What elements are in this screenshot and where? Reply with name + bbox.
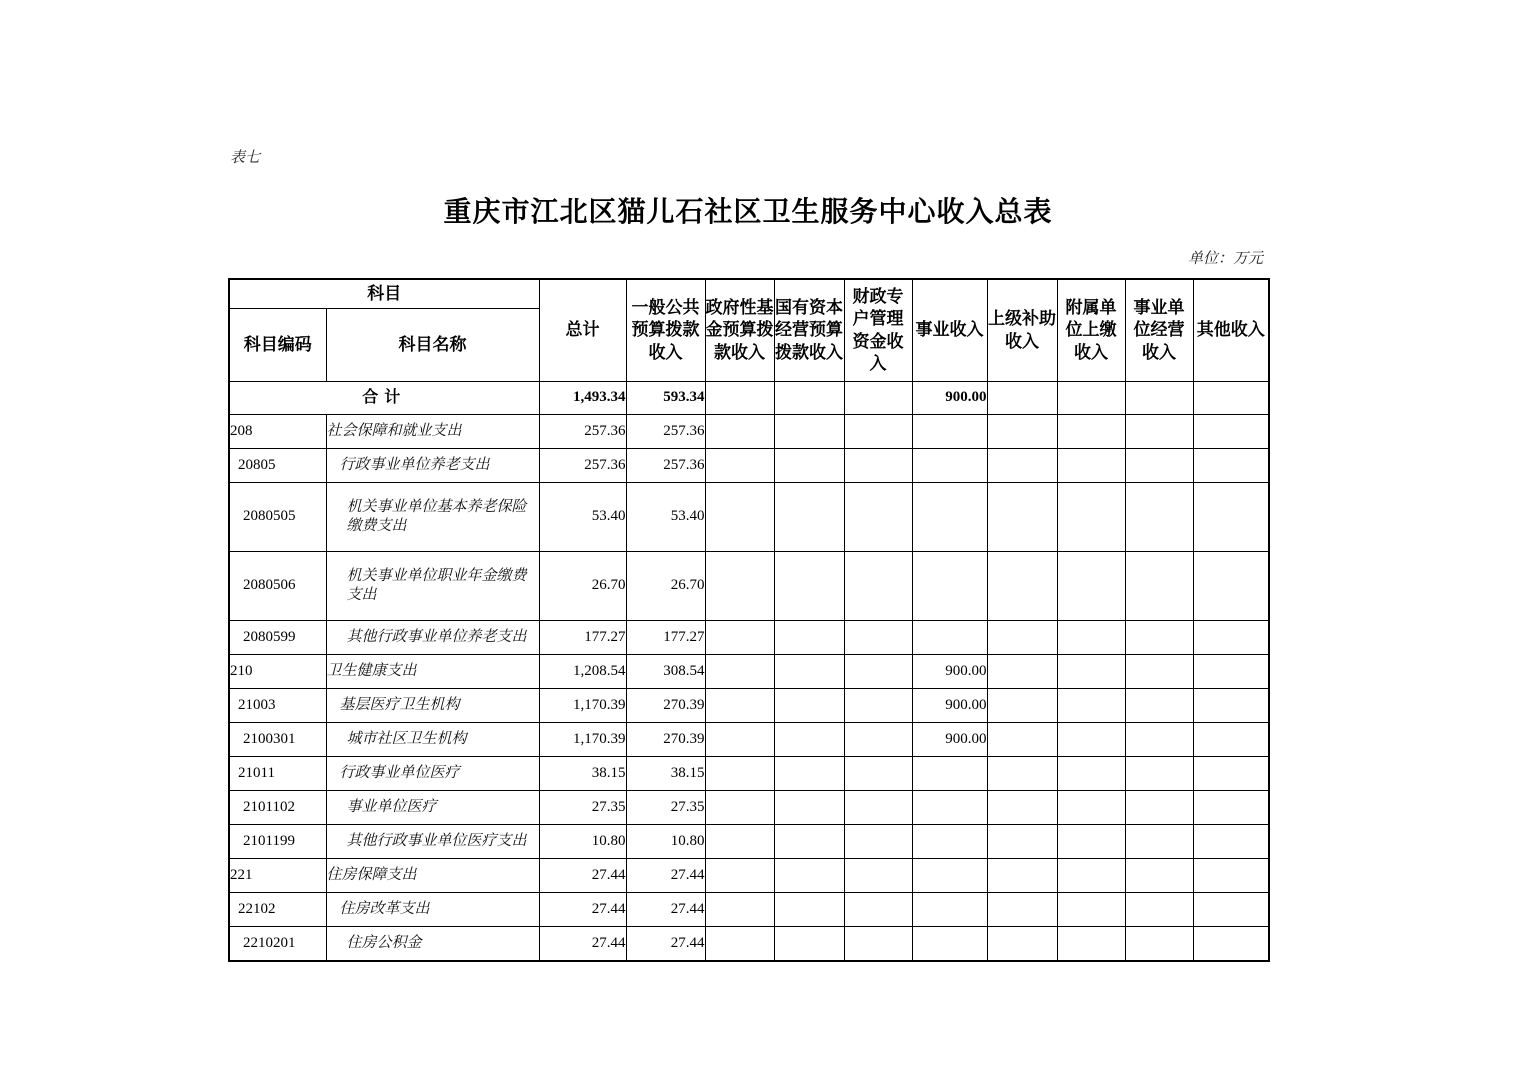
value-cell bbox=[705, 859, 774, 893]
subject-name-cell: 其他行政事业单位医疗支出 bbox=[326, 825, 539, 859]
subject-name-cell: 行政事业单位医疗 bbox=[326, 757, 539, 791]
value-cell bbox=[844, 449, 912, 483]
value-cell bbox=[1057, 927, 1125, 961]
value-cell bbox=[1193, 621, 1269, 655]
value-cell bbox=[844, 415, 912, 449]
value-cell: 27.44 bbox=[539, 859, 626, 893]
value-cell: 257.36 bbox=[539, 449, 626, 483]
value-cell bbox=[774, 927, 844, 961]
value-cell: 177.27 bbox=[626, 621, 705, 655]
subject-code-cell: 2210201 bbox=[229, 927, 326, 961]
value-cell bbox=[987, 893, 1057, 927]
header-gov-fund-budget: 政府性基金预算拨款收入 bbox=[705, 279, 774, 382]
value-cell bbox=[774, 655, 844, 689]
value-cell: 53.40 bbox=[626, 483, 705, 552]
value-cell: 27.44 bbox=[626, 927, 705, 961]
value-cell bbox=[844, 893, 912, 927]
value-cell: 53.40 bbox=[539, 483, 626, 552]
value-cell bbox=[1057, 552, 1125, 621]
subject-name-cell: 住房改革支出 bbox=[326, 893, 539, 927]
value-cell bbox=[912, 859, 987, 893]
total-row-label: 合计 bbox=[229, 382, 539, 415]
value-cell bbox=[987, 382, 1057, 415]
subject-code-cell: 2080505 bbox=[229, 483, 326, 552]
value-cell bbox=[774, 757, 844, 791]
value-cell bbox=[705, 449, 774, 483]
header-fiscal-special-account: 财政专户管理资金收入 bbox=[844, 279, 912, 382]
header-row-1 bbox=[229, 279, 1269, 309]
value-cell bbox=[912, 893, 987, 927]
value-cell bbox=[774, 893, 844, 927]
value-cell bbox=[987, 483, 1057, 552]
value-cell bbox=[705, 552, 774, 621]
header-subject-code: 科目编码 bbox=[229, 309, 326, 382]
value-cell bbox=[705, 757, 774, 791]
value-cell bbox=[1193, 415, 1269, 449]
value-cell bbox=[1057, 415, 1125, 449]
value-cell: 1,208.54 bbox=[539, 655, 626, 689]
value-cell: 38.15 bbox=[539, 757, 626, 791]
value-cell: 27.44 bbox=[539, 927, 626, 961]
value-cell bbox=[912, 483, 987, 552]
header-general-public-budget: 一般公共预算拨款收入 bbox=[626, 279, 705, 382]
value-cell bbox=[1125, 859, 1193, 893]
value-cell bbox=[912, 825, 987, 859]
sheet-number-label: 表七 bbox=[230, 150, 261, 166]
value-cell bbox=[1193, 757, 1269, 791]
subject-name-cell: 其他行政事业单位养老支出 bbox=[326, 621, 539, 655]
subject-name-cell: 住房保障支出 bbox=[326, 859, 539, 893]
value-cell bbox=[774, 621, 844, 655]
value-cell bbox=[705, 483, 774, 552]
subject-code-cell: 208 bbox=[229, 415, 326, 449]
value-cell bbox=[1193, 552, 1269, 621]
value-cell bbox=[774, 689, 844, 723]
value-cell: 257.36 bbox=[626, 449, 705, 483]
table-row bbox=[229, 689, 1269, 723]
header-business-income: 事业收入 bbox=[912, 279, 987, 382]
value-cell bbox=[1057, 382, 1125, 415]
value-cell bbox=[1193, 689, 1269, 723]
value-cell bbox=[1193, 483, 1269, 552]
table-row bbox=[229, 927, 1269, 961]
value-cell bbox=[705, 382, 774, 415]
value-cell: 270.39 bbox=[626, 689, 705, 723]
value-cell bbox=[987, 449, 1057, 483]
subject-code-cell: 20805 bbox=[229, 449, 326, 483]
table-row bbox=[229, 552, 1269, 621]
subject-name-cell: 事业单位医疗 bbox=[326, 791, 539, 825]
subject-code-cell: 21011 bbox=[229, 757, 326, 791]
subject-name-cell: 机关事业单位基本养老保险缴费支出 bbox=[326, 483, 539, 552]
table-row bbox=[229, 723, 1269, 757]
value-cell bbox=[1193, 791, 1269, 825]
value-cell bbox=[987, 791, 1057, 825]
value-cell: 26.70 bbox=[539, 552, 626, 621]
table-row bbox=[229, 415, 1269, 449]
value-cell bbox=[987, 415, 1057, 449]
total-row bbox=[229, 382, 1269, 415]
value-cell bbox=[705, 621, 774, 655]
value-cell bbox=[774, 552, 844, 621]
header-business-operating: 事业单位经营收入 bbox=[1125, 279, 1193, 382]
table-row bbox=[229, 825, 1269, 859]
value-cell bbox=[987, 689, 1057, 723]
value-cell bbox=[1193, 893, 1269, 927]
value-cell bbox=[705, 893, 774, 927]
income-summary-table bbox=[228, 278, 1270, 962]
value-cell bbox=[774, 483, 844, 552]
value-cell bbox=[844, 859, 912, 893]
value-cell bbox=[987, 621, 1057, 655]
value-cell bbox=[912, 791, 987, 825]
value-cell bbox=[1125, 621, 1193, 655]
subject-code-cell: 2101102 bbox=[229, 791, 326, 825]
value-cell bbox=[1125, 723, 1193, 757]
subject-code-cell: 2101199 bbox=[229, 825, 326, 859]
value-cell bbox=[1125, 655, 1193, 689]
header-other-income: 其他收入 bbox=[1193, 279, 1269, 382]
value-cell bbox=[774, 382, 844, 415]
table-row bbox=[229, 483, 1269, 552]
value-cell bbox=[1057, 723, 1125, 757]
value-cell bbox=[987, 859, 1057, 893]
value-cell bbox=[705, 655, 774, 689]
value-cell bbox=[1125, 689, 1193, 723]
header-subject: 科目 bbox=[229, 279, 539, 309]
value-cell bbox=[1125, 552, 1193, 621]
header-total: 总计 bbox=[539, 279, 626, 382]
value-cell bbox=[1125, 449, 1193, 483]
value-cell bbox=[774, 791, 844, 825]
value-cell bbox=[1057, 621, 1125, 655]
header-subject-name: 科目名称 bbox=[326, 309, 539, 382]
value-cell bbox=[844, 689, 912, 723]
subject-name-cell: 社会保障和就业支出 bbox=[326, 415, 539, 449]
value-cell bbox=[1193, 825, 1269, 859]
value-cell bbox=[987, 757, 1057, 791]
value-cell bbox=[912, 621, 987, 655]
table-body bbox=[229, 382, 1269, 961]
value-cell: 593.34 bbox=[626, 382, 705, 415]
value-cell bbox=[1125, 893, 1193, 927]
value-cell: 27.44 bbox=[626, 859, 705, 893]
subject-name-cell: 卫生健康支出 bbox=[326, 655, 539, 689]
subject-name-cell: 机关事业单位职业年金缴费支出 bbox=[326, 552, 539, 621]
value-cell: 270.39 bbox=[626, 723, 705, 757]
value-cell: 257.36 bbox=[626, 415, 705, 449]
value-cell bbox=[705, 927, 774, 961]
value-cell bbox=[1057, 655, 1125, 689]
value-cell bbox=[912, 552, 987, 621]
value-cell bbox=[987, 723, 1057, 757]
value-cell bbox=[774, 449, 844, 483]
value-cell bbox=[1125, 927, 1193, 961]
value-cell: 10.80 bbox=[539, 825, 626, 859]
value-cell bbox=[1125, 757, 1193, 791]
subject-code-cell: 2080506 bbox=[229, 552, 326, 621]
value-cell bbox=[1193, 655, 1269, 689]
value-cell: 900.00 bbox=[912, 723, 987, 757]
subject-name-cell: 城市社区卫生机构 bbox=[326, 723, 539, 757]
table-row bbox=[229, 757, 1269, 791]
value-cell bbox=[1125, 382, 1193, 415]
subject-code-cell: 2080599 bbox=[229, 621, 326, 655]
table-row bbox=[229, 655, 1269, 689]
value-cell bbox=[1125, 825, 1193, 859]
value-cell: 177.27 bbox=[539, 621, 626, 655]
value-cell bbox=[844, 723, 912, 757]
value-cell bbox=[912, 927, 987, 961]
value-cell bbox=[844, 825, 912, 859]
table-row bbox=[229, 791, 1269, 825]
subject-code-cell: 21003 bbox=[229, 689, 326, 723]
value-cell: 308.54 bbox=[626, 655, 705, 689]
value-cell bbox=[774, 723, 844, 757]
table-row bbox=[229, 893, 1269, 927]
table-row bbox=[229, 621, 1269, 655]
value-cell: 10.80 bbox=[626, 825, 705, 859]
value-cell bbox=[912, 449, 987, 483]
value-cell bbox=[987, 655, 1057, 689]
value-cell bbox=[844, 757, 912, 791]
value-cell: 38.15 bbox=[626, 757, 705, 791]
subject-name-cell: 住房公积金 bbox=[326, 927, 539, 961]
subject-code-cell: 22102 bbox=[229, 893, 326, 927]
subject-code-cell: 2100301 bbox=[229, 723, 326, 757]
value-cell bbox=[1193, 723, 1269, 757]
value-cell bbox=[987, 825, 1057, 859]
value-cell bbox=[844, 621, 912, 655]
value-cell bbox=[705, 415, 774, 449]
table-row bbox=[229, 859, 1269, 893]
value-cell bbox=[1057, 757, 1125, 791]
value-cell bbox=[705, 825, 774, 859]
value-cell: 27.35 bbox=[626, 791, 705, 825]
value-cell: 900.00 bbox=[912, 655, 987, 689]
value-cell bbox=[844, 655, 912, 689]
value-cell: 27.44 bbox=[626, 893, 705, 927]
value-cell bbox=[844, 552, 912, 621]
value-cell bbox=[705, 791, 774, 825]
value-cell bbox=[1193, 449, 1269, 483]
value-cell: 900.00 bbox=[912, 382, 987, 415]
header-state-capital-budget: 国有资本经营预算拨款收入 bbox=[774, 279, 844, 382]
value-cell: 257.36 bbox=[539, 415, 626, 449]
value-cell bbox=[1057, 791, 1125, 825]
value-cell bbox=[844, 927, 912, 961]
header-superior-subsidy: 上级补助收入 bbox=[987, 279, 1057, 382]
value-cell bbox=[844, 791, 912, 825]
value-cell bbox=[1057, 859, 1125, 893]
value-cell bbox=[1057, 893, 1125, 927]
value-cell bbox=[1193, 859, 1269, 893]
value-cell bbox=[1125, 483, 1193, 552]
subject-name-cell: 行政事业单位养老支出 bbox=[326, 449, 539, 483]
value-cell bbox=[844, 483, 912, 552]
value-cell bbox=[1125, 415, 1193, 449]
value-cell bbox=[912, 415, 987, 449]
subject-code-cell: 221 bbox=[229, 859, 326, 893]
value-cell bbox=[774, 859, 844, 893]
value-cell bbox=[1057, 825, 1125, 859]
page-title: 重庆市江北区猫儿石社区卫生服务中心收入总表 bbox=[443, 197, 1053, 228]
value-cell bbox=[1057, 689, 1125, 723]
value-cell bbox=[1057, 483, 1125, 552]
subject-name-cell: 基层医疗卫生机构 bbox=[326, 689, 539, 723]
value-cell bbox=[705, 689, 774, 723]
table-row bbox=[229, 449, 1269, 483]
value-cell: 1,170.39 bbox=[539, 723, 626, 757]
header-affiliated-unit-remit: 附属单位上缴收入 bbox=[1057, 279, 1125, 382]
value-cell bbox=[705, 723, 774, 757]
value-cell bbox=[774, 825, 844, 859]
value-cell bbox=[987, 552, 1057, 621]
unit-note: 单位：万元 bbox=[1187, 251, 1263, 267]
value-cell bbox=[1193, 927, 1269, 961]
subject-code-cell: 210 bbox=[229, 655, 326, 689]
value-cell: 1,170.39 bbox=[539, 689, 626, 723]
value-cell bbox=[844, 382, 912, 415]
value-cell bbox=[987, 927, 1057, 961]
value-cell bbox=[912, 757, 987, 791]
value-cell: 27.44 bbox=[539, 893, 626, 927]
value-cell: 900.00 bbox=[912, 689, 987, 723]
value-cell: 1,493.34 bbox=[539, 382, 626, 415]
value-cell bbox=[1125, 791, 1193, 825]
value-cell: 27.35 bbox=[539, 791, 626, 825]
value-cell bbox=[1193, 382, 1269, 415]
value-cell bbox=[774, 415, 844, 449]
value-cell bbox=[1057, 449, 1125, 483]
value-cell: 26.70 bbox=[626, 552, 705, 621]
